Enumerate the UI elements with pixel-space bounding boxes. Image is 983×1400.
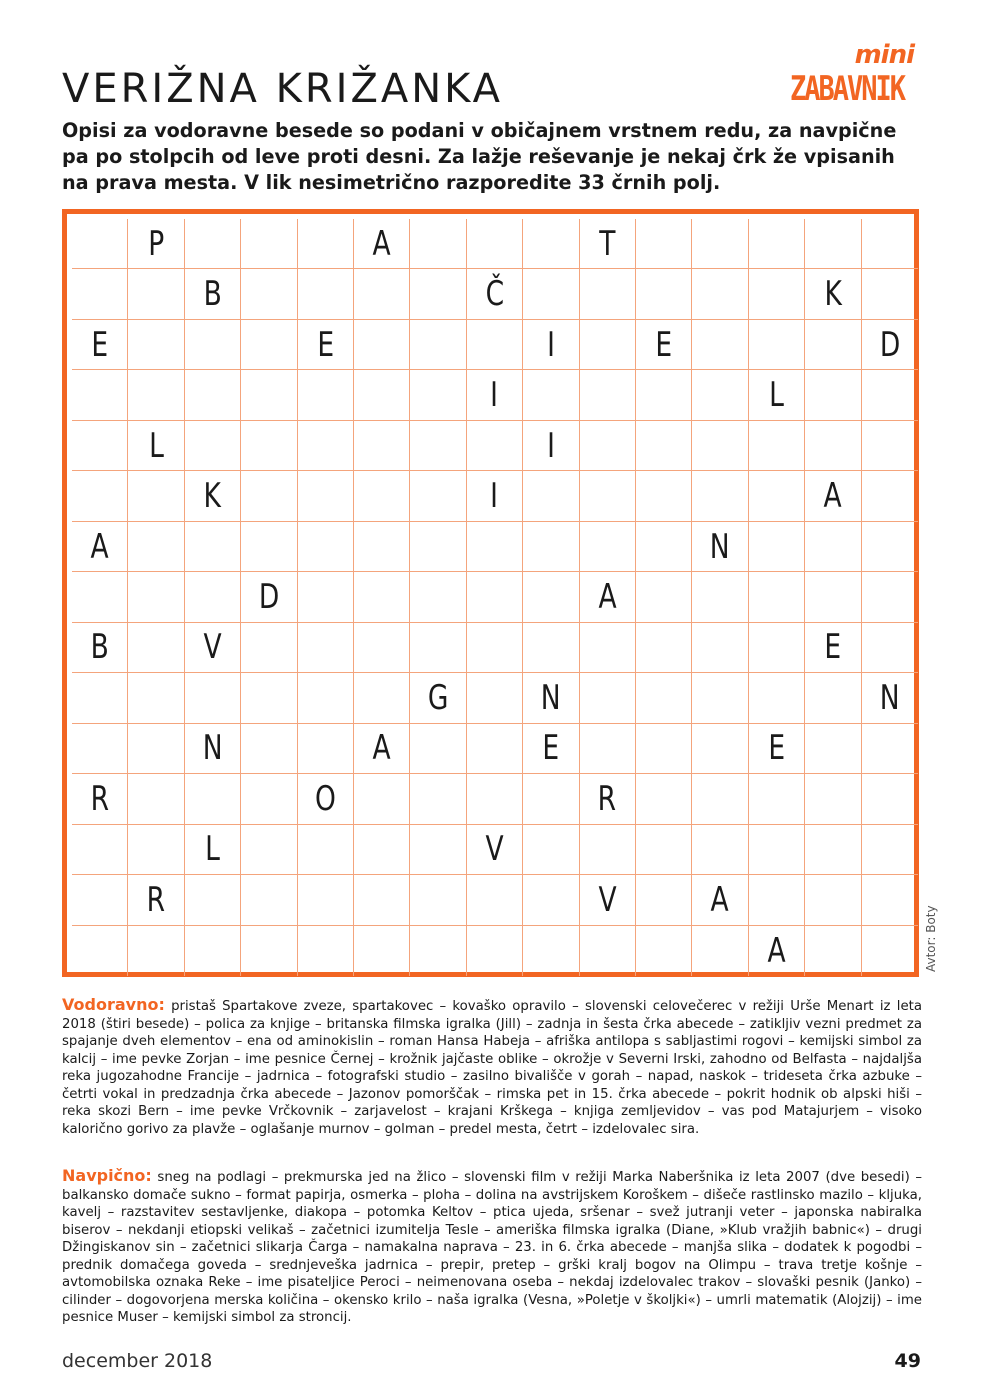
grid-cell[interactable] [862,269,918,319]
grid-cell[interactable] [580,421,636,471]
grid-cell[interactable] [749,471,805,521]
grid-cell[interactable] [72,825,128,875]
grid-cell[interactable] [523,320,579,370]
grid-cell[interactable] [692,926,748,976]
grid-cell[interactable] [580,724,636,774]
grid-cell[interactable] [298,926,354,976]
grid-cell[interactable] [185,269,241,319]
clues-vertical-label: Navpično: [62,1166,152,1185]
grid-cell[interactable] [128,825,184,875]
grid-cell[interactable] [128,724,184,774]
grid-cell[interactable] [298,623,354,673]
grid-cell[interactable] [749,370,805,420]
grid-cell[interactable] [805,875,861,925]
grid-cell[interactable] [692,875,748,925]
grid-cell[interactable] [749,926,805,976]
grid-cell[interactable] [241,421,297,471]
given-letter: K [203,476,222,517]
grid-cell[interactable] [805,825,861,875]
grid-cell[interactable] [128,421,184,471]
grid-cell[interactable] [692,673,748,723]
grid-cell[interactable] [862,421,918,471]
grid-cell[interactable] [580,370,636,420]
grid-cell[interactable] [354,623,410,673]
grid-cell[interactable] [410,269,466,319]
given-letter: L [205,829,220,870]
given-letter: I [546,324,555,365]
grid-cell[interactable] [805,219,861,269]
grid-cell[interactable] [128,572,184,622]
page-title: VERIŽNA KRIŽANKA [62,66,504,112]
grid-cell[interactable] [354,724,410,774]
grid-cell[interactable] [692,370,748,420]
grid-cell[interactable] [692,320,748,370]
grid-cell[interactable] [354,370,410,420]
clues-horizontal-text: pristaš Spartakove zveze, spartakovec – kovaško opravilo – slovenski celovečerec v režiji Urše Menart iz leta 2018 (štiri besede) – polica za knjige – britanska filmska igralka (Jill) – zadnja in šesta črka abecede – zatikljiv vezni predmet za spajanje dveh elementov – ena od aminokislin – roman Hansa Habeja – afriška antilopa s sabljastimi rogovi – kemijski simbol za kalcij – ime pevke Zorjan – ime pesnice Černej – krožnik jajčaste oblike – okrožje v Severni Irski, zahodno od Belfasta – najdaljša reka jugozahodne Francije – jadrnica – fotografski studio – zasilno bivališče v gorah – napad, naskok – trideseta črka azbuke – četrti vokal in predzadnja črka abecede – Jazonov pomorščak – rimska pet in 15. črka abecede – pokrit hodnik ob alpski hiši – reka skozi Bern – ime pevke Vrčkovnik – zarjavelost – krajani Krškega – knjiga zemljevidov – vas pod Matajurjem – visoko kalorično gorivo za plavže – oglašanje murnov – golman – predel mesta, četrt – izdelovalec sira. [62,999,922,1137]
grid-cell[interactable] [636,623,692,673]
grid-cell[interactable] [354,572,410,622]
grid-cell[interactable] [410,623,466,673]
grid-cell[interactable] [749,673,805,723]
grid-cell[interactable] [805,471,861,521]
grid-cell[interactable] [354,522,410,572]
grid-cell[interactable] [185,875,241,925]
grid-cell[interactable] [241,724,297,774]
given-letter: A [372,223,391,264]
grid-cell[interactable] [128,623,184,673]
grid-cell[interactable] [467,522,523,572]
grid-cell[interactable] [749,269,805,319]
grid-cell[interactable] [128,522,184,572]
logo-zabavnik: ZABAVNIK [790,70,905,109]
grid-cell[interactable] [298,320,354,370]
given-letter: V [598,879,617,920]
given-letter: N [202,728,223,769]
grid-cell[interactable] [467,673,523,723]
grid-cell[interactable] [128,673,184,723]
given-letter: E [91,324,109,365]
grid-cell[interactable] [805,421,861,471]
grid-cell[interactable] [523,572,579,622]
grid-cell[interactable] [523,875,579,925]
clues-vertical [62,1167,922,1327]
grid-cell[interactable] [805,320,861,370]
grid-cell[interactable] [805,724,861,774]
grid-cell[interactable] [580,522,636,572]
grid-cell[interactable] [636,724,692,774]
grid-cell[interactable] [128,774,184,824]
grid-cell[interactable] [298,471,354,521]
grid-cell[interactable] [72,926,128,976]
grid-cell[interactable] [298,370,354,420]
grid-cell[interactable] [580,926,636,976]
given-letter: O [314,778,336,819]
grid-cell[interactable] [298,875,354,925]
grid-cell[interactable] [354,926,410,976]
grid-cell[interactable] [523,269,579,319]
grid-cell[interactable] [410,471,466,521]
grid-cell[interactable] [72,421,128,471]
grid-cell[interactable] [185,522,241,572]
grid-cell[interactable] [580,320,636,370]
grid-cell[interactable] [692,623,748,673]
grid-cell[interactable] [805,673,861,723]
grid-cell[interactable] [467,724,523,774]
given-letter: E [824,627,842,668]
grid-cell[interactable] [523,774,579,824]
grid-cell[interactable] [128,219,184,269]
given-letter: T [599,223,616,264]
given-letter: D [879,324,900,365]
grid-cell[interactable] [749,522,805,572]
grid-cell[interactable] [241,219,297,269]
given-letter: G [427,677,449,718]
grid-cell[interactable] [862,774,918,824]
grid-cell[interactable] [298,673,354,723]
grid-cell[interactable] [749,724,805,774]
grid-cell[interactable] [72,471,128,521]
clues-horizontal [62,996,922,1138]
grid-cell[interactable] [580,673,636,723]
grid-cell[interactable] [410,825,466,875]
given-letter: B [90,627,109,668]
grid-cell[interactable] [523,724,579,774]
grid-cell[interactable] [749,421,805,471]
grid-cell[interactable] [523,673,579,723]
grid-cell[interactable] [692,471,748,521]
clues-horizontal-label: Vodoravno: [62,995,165,1014]
grid-cell[interactable] [580,269,636,319]
grid-cell[interactable] [636,421,692,471]
grid-cell[interactable] [410,219,466,269]
grid-cell[interactable] [749,320,805,370]
given-letter: A [90,526,109,567]
grid-cell[interactable] [185,724,241,774]
grid-cell[interactable] [467,875,523,925]
given-letter: E [542,728,560,769]
grid-cell[interactable] [241,370,297,420]
grid-cell[interactable] [241,623,297,673]
grid-cell[interactable] [354,219,410,269]
given-letter: V [485,829,504,870]
grid-cell[interactable] [862,320,918,370]
crossword-frame [62,209,919,977]
grid-cell[interactable] [410,421,466,471]
grid-cell[interactable] [241,471,297,521]
grid-cell[interactable] [636,219,692,269]
grid-cell[interactable] [523,825,579,875]
grid-cell[interactable] [805,269,861,319]
grid-cell[interactable] [72,724,128,774]
grid-cell[interactable] [805,926,861,976]
grid-cell[interactable] [467,269,523,319]
grid-cell[interactable] [354,269,410,319]
grid-cell[interactable] [749,572,805,622]
grid-cell[interactable] [692,774,748,824]
grid-cell[interactable] [805,623,861,673]
grid-cell[interactable] [749,623,805,673]
grid-cell[interactable] [298,774,354,824]
given-letter: L [769,375,784,416]
grid-cell[interactable] [692,421,748,471]
grid-cell[interactable] [241,774,297,824]
grid-cell[interactable] [128,875,184,925]
grid-cell[interactable] [523,219,579,269]
grid-cell[interactable] [410,724,466,774]
grid-cell[interactable] [580,774,636,824]
given-letter: N [879,677,900,718]
grid-cell[interactable] [636,471,692,521]
grid-cell[interactable] [185,825,241,875]
grid-cell[interactable] [354,320,410,370]
grid-cell[interactable] [692,269,748,319]
grid-cell[interactable] [410,926,466,976]
grid-cell[interactable] [862,572,918,622]
issue-date: december 2018 [62,1350,213,1372]
grid-cell[interactable] [241,875,297,925]
grid-cell[interactable] [580,875,636,925]
grid-cell[interactable] [354,774,410,824]
given-letter: A [823,476,842,517]
grid-cell[interactable] [298,572,354,622]
logo [790,40,922,112]
grid-cell[interactable] [862,724,918,774]
given-letter: R [598,778,617,819]
grid-cell[interactable] [636,673,692,723]
grid-cell[interactable] [298,825,354,875]
grid-cell[interactable] [72,774,128,824]
grid-cell[interactable] [862,623,918,673]
grid-cell[interactable] [128,370,184,420]
grid-cell[interactable] [692,825,748,875]
grid-cell[interactable] [298,724,354,774]
given-letter: E [316,324,334,365]
grid-cell[interactable] [467,825,523,875]
grid-cell[interactable] [354,471,410,521]
grid-cell[interactable] [580,471,636,521]
grid-cell[interactable] [185,370,241,420]
grid-cell[interactable] [467,370,523,420]
grid-cell[interactable] [354,673,410,723]
intro-text: Opisi za vodoravne besede so podani v običajnem vrstnem redu, za navpične pa po stolpcih od leve proti desni. Za lažje reševanje je nekaj črk že vpisanih na prava mesta. V lik nesimetrično razporedite 33 črnih polj. [62,119,897,194]
crossword-grid [72,219,918,976]
grid-cell[interactable] [354,421,410,471]
grid-cell[interactable] [298,421,354,471]
grid-cell[interactable] [298,522,354,572]
grid-cell[interactable] [410,774,466,824]
given-letter: N [710,526,730,567]
grid-cell[interactable] [410,522,466,572]
grid-cell[interactable] [128,320,184,370]
grid-cell[interactable] [636,825,692,875]
grid-cell[interactable] [467,926,523,976]
grid-cell[interactable] [862,219,918,269]
grid-cell[interactable] [749,875,805,925]
grid-cell[interactable] [692,522,748,572]
given-letter: B [203,274,222,315]
grid-cell[interactable] [467,471,523,521]
grid-cell[interactable] [72,673,128,723]
grid-cell[interactable] [692,572,748,622]
grid-cell[interactable] [185,471,241,521]
grid-cell[interactable] [185,572,241,622]
grid-cell[interactable] [805,572,861,622]
grid-cell[interactable] [185,926,241,976]
grid-cell[interactable] [862,825,918,875]
grid-cell[interactable] [128,471,184,521]
grid-cell[interactable] [467,219,523,269]
grid-cell[interactable] [410,320,466,370]
grid-cell[interactable] [298,219,354,269]
grid-cell[interactable] [862,370,918,420]
grid-cell[interactable] [241,269,297,319]
grid-cell[interactable] [636,572,692,622]
given-letter: I [490,375,499,416]
grid-cell[interactable] [580,219,636,269]
grid-cell[interactable] [410,370,466,420]
grid-cell[interactable] [749,219,805,269]
grid-cell[interactable] [72,269,128,319]
author-credit: Avtor: Boty [924,905,938,972]
grid-cell[interactable] [185,219,241,269]
grid-cell[interactable] [636,875,692,925]
grid-cell[interactable] [410,673,466,723]
grid-cell[interactable] [523,370,579,420]
given-letter: E [768,728,785,769]
grid-cell[interactable] [128,926,184,976]
given-letter: Č [485,274,504,315]
grid-cell[interactable] [580,825,636,875]
given-letter: R [146,879,166,920]
grid-cell[interactable] [523,471,579,521]
grid-cell[interactable] [523,522,579,572]
grid-cell[interactable] [467,774,523,824]
grid-cell[interactable] [354,875,410,925]
grid-cell[interactable] [805,774,861,824]
given-letter: I [546,425,555,466]
grid-cell[interactable] [636,269,692,319]
grid-cell[interactable] [72,522,128,572]
given-letter: I [490,476,499,517]
grid-cell[interactable] [636,370,692,420]
grid-cell[interactable] [72,572,128,622]
grid-cell[interactable] [805,522,861,572]
given-letter: D [258,576,280,617]
given-letter: R [90,778,109,819]
grid-cell[interactable] [580,623,636,673]
grid-cell[interactable] [72,219,128,269]
grid-cell[interactable] [523,421,579,471]
grid-cell[interactable] [298,269,354,319]
given-letter: K [824,274,842,315]
grid-cell[interactable] [185,623,241,673]
grid-cell[interactable] [692,219,748,269]
grid-cell[interactable] [467,421,523,471]
grid-cell[interactable] [467,572,523,622]
grid-cell[interactable] [185,421,241,471]
grid-cell[interactable] [72,320,128,370]
grid-cell[interactable] [241,522,297,572]
grid-cell[interactable] [862,926,918,976]
grid-cell[interactable] [523,926,579,976]
grid-cell[interactable] [805,370,861,420]
grid-cell[interactable] [72,370,128,420]
grid-cell[interactable] [241,572,297,622]
grid-cell[interactable] [467,320,523,370]
grid-cell[interactable] [862,673,918,723]
grid-cell[interactable] [749,825,805,875]
grid-cell[interactable] [241,320,297,370]
given-letter: A [372,728,391,769]
given-letter: N [540,677,561,718]
page-number: 49 [894,1350,921,1372]
given-letter: E [655,324,673,365]
grid-cell[interactable] [692,724,748,774]
grid-cell[interactable] [410,572,466,622]
grid-cell[interactable] [185,673,241,723]
given-letter: P [148,223,165,264]
grid-cell[interactable] [354,825,410,875]
logo-mini: mini [854,40,914,70]
grid-cell[interactable] [128,269,184,319]
grid-cell[interactable] [636,522,692,572]
grid-cell[interactable] [636,320,692,370]
grid-cell[interactable] [862,522,918,572]
grid-cell[interactable] [636,926,692,976]
given-letter: V [203,627,222,668]
grid-cell[interactable] [241,825,297,875]
grid-cell[interactable] [749,774,805,824]
grid-cell[interactable] [523,623,579,673]
given-letter: L [148,425,164,466]
grid-cell[interactable] [410,875,466,925]
grid-cell[interactable] [862,875,918,925]
given-letter: A [711,879,730,920]
grid-cell[interactable] [467,623,523,673]
grid-cell[interactable] [241,673,297,723]
given-letter: A [767,930,786,971]
clues-vertical-text: sneg na podlagi – prekmurska jed na žlico – slovenski film v režiji Marka Naberšnika iz leta 2007 (dve besedi) – balkansko domače sukno – format papirja, osmerka – ploha – dolina na avstrijskem Koroškem – dišeče rastlinsko mazilo – kljuka, kavelj – razstavitev sestavljenke, diakopa – potomka Keltov – ptica ujeda, sršenar – svež jutranji veter – japonska nabiralka biserov – nekdanji etiopski velikaš – začetnici izumitelja Tesle – ameriška filmska igralka (Diane, »Klub vražjih babnic«) – drugi Džingiskanov sin – začetnici slikarja Čarga – namakalna naprava – 23. in 6. črka abecede – manjša slika – dodatek k pogodbi – prednik domačega goveda – srednjeveška jadrnica – prepir, pretep – grški kralj bogov na Olimpu – trava tretje košnje – avtomobilska oznaka Reke – ime pisateljice Peroci – neimenovana oseba – nekdaj izdelovalec trakov – slovaški pesnik (Janko) – cilinder – dogovorjena merska količina – okensko krilo – naša igralka (Vesna, »Poletje v školjki«) – umrli matematik (Alojzij) – ime pesnice Muser – kemijski simbol za stroncij. [62,1170,922,1325]
grid-cell[interactable] [862,471,918,521]
grid-cell[interactable] [185,320,241,370]
grid-cell[interactable] [72,623,128,673]
grid-cell[interactable] [241,926,297,976]
grid-cell[interactable] [636,774,692,824]
grid-cell[interactable] [72,875,128,925]
grid-cell[interactable] [185,774,241,824]
given-letter: A [598,576,617,617]
grid-cell[interactable] [580,572,636,622]
